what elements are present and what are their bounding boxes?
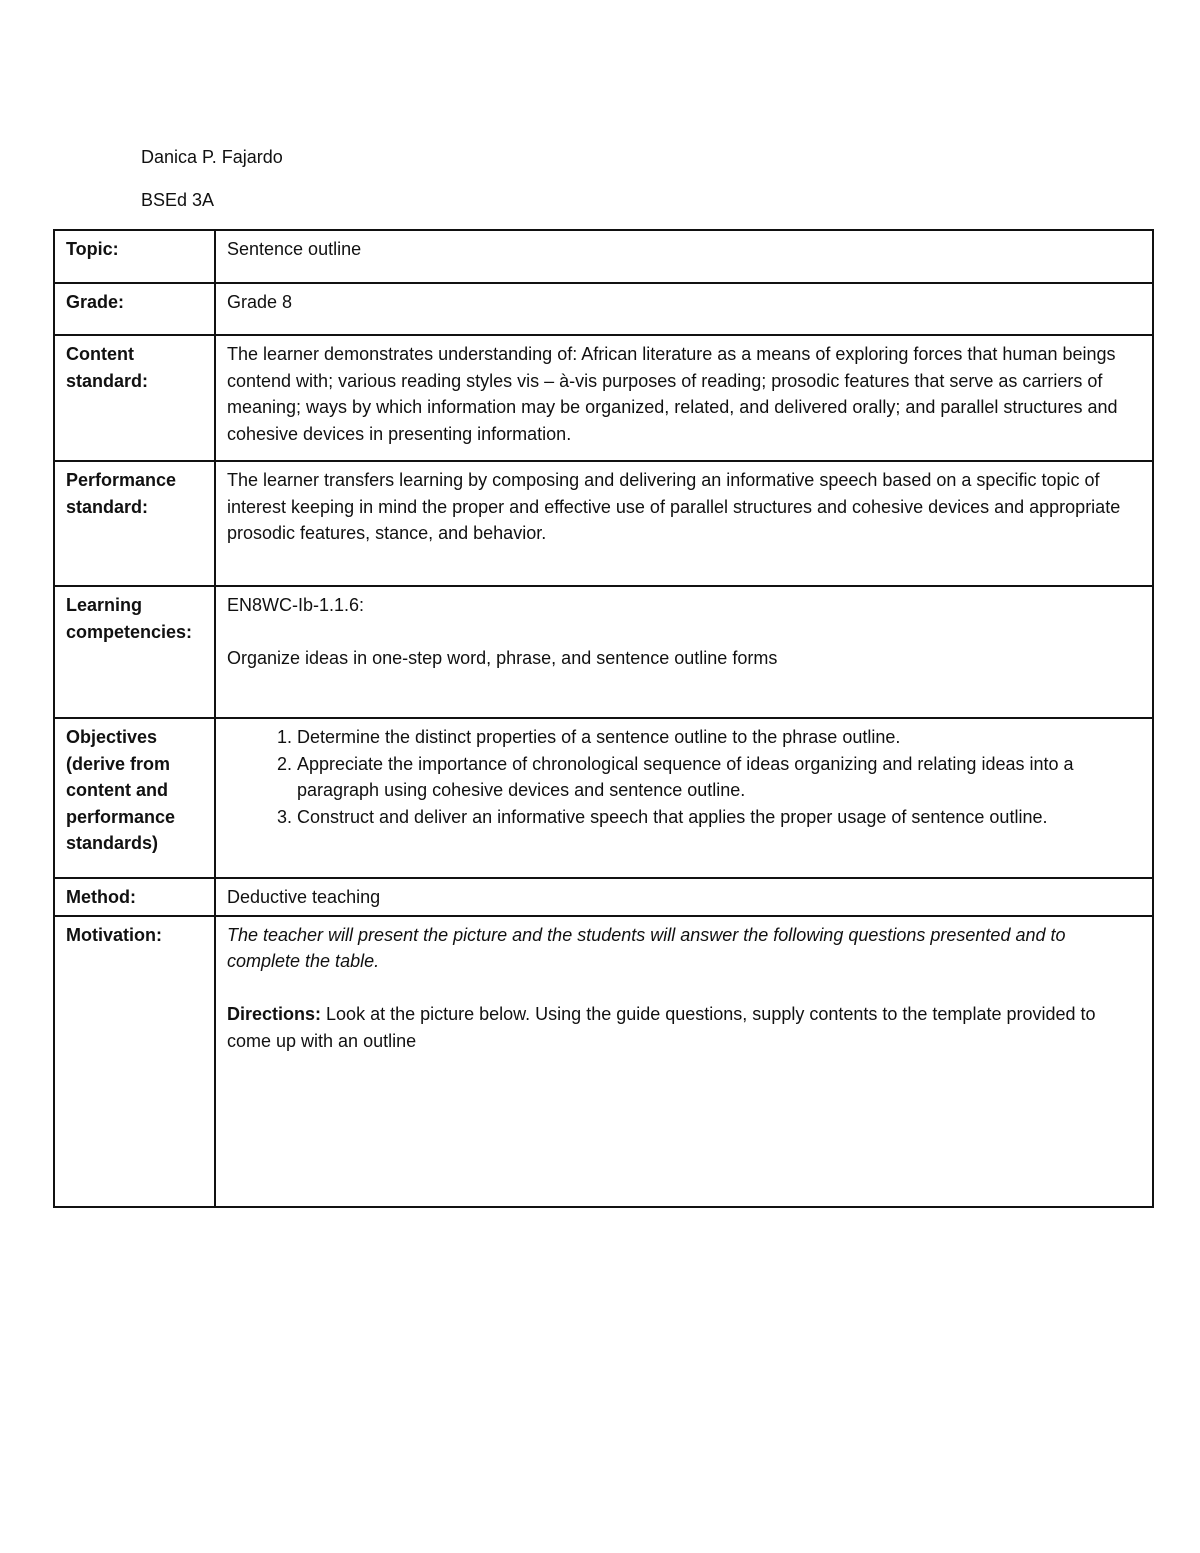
- motivation-cell: [215, 916, 1153, 1207]
- table-row-grade: [54, 283, 1153, 335]
- motivation-intro: The teacher will present the picture and the students will answer the following questions presented and to complete the table.: [227, 924, 1066, 971]
- motivation-directions: [227, 1001, 1142, 1054]
- topic-label: Topic:: [54, 230, 215, 283]
- content-standard-label: Content standard:: [54, 335, 215, 461]
- objectives-cell: [215, 718, 1153, 878]
- competency-text: Organize ideas in one-step word, phrase, and sentence outline forms: [227, 648, 778, 668]
- objective-item: 2. Appreciate the importance of chronological sequence of ideas organizing and relating ideas into a paragraph using cohesive devices and sentence outline.: [297, 751, 1142, 804]
- class-section: BSEd 3A: [141, 190, 215, 210]
- grade-value: Grade 8: [215, 283, 1153, 335]
- table-row-topic: [54, 230, 1153, 283]
- objective-item: 3. Construct and deliver an informative speech that applies the proper usage of sentence outline.: [297, 804, 1142, 831]
- table-row-objectives: [54, 718, 1153, 878]
- content-standard-value: The learner demonstrates understanding of: African literature as a means of exploring forces that human beings contend with; various reading styles vis – à-vis purposes of reading; prosodic features that serve as carriers of meaning; ways by which information may be organized, related, and delivered orally; and parallel structures and cohesive devices in presenting information.: [215, 335, 1153, 461]
- objective-item: 1. Determine the distinct properties of a sentence outline to the phrase outline.: [297, 724, 1142, 751]
- lesson-plan-table: [53, 229, 1154, 1208]
- competency-code: EN8WC-Ib-1.1.6:: [227, 595, 365, 615]
- directions-label: Directions:: [227, 1004, 322, 1024]
- table-row-content-standard: [54, 335, 1153, 461]
- learning-competencies-label: Learning competencies:: [54, 586, 215, 718]
- table-row-learning-competencies: [54, 586, 1153, 718]
- motivation-label: Motivation:: [54, 916, 215, 1207]
- learning-competencies-cell: [215, 586, 1153, 718]
- author-name: Danica P. Fajardo: [141, 147, 283, 167]
- directions-text: Look at the picture below. Using the guide questions, supply contents to the template provided to come up with an outline: [227, 1004, 1096, 1051]
- objectives-list: [227, 724, 1142, 830]
- objectives-label: Objectives (derive from content and performance standards): [54, 718, 215, 878]
- table-row-method: [54, 878, 1153, 916]
- performance-standard-value: The learner transfers learning by composing and delivering an informative speech based on a specific topic of interest keeping in mind the proper and effective use of parallel structures and cohesive devices and appropriate prosodic features, stance, and behavior.: [215, 461, 1153, 586]
- method-value: Deductive teaching: [215, 878, 1153, 916]
- table-row-motivation: [54, 916, 1153, 1207]
- table-row-performance-standard: [54, 461, 1153, 586]
- topic-value: Sentence outline: [215, 230, 1153, 283]
- method-label: Method:: [54, 878, 215, 916]
- performance-standard-label: Performance standard:: [54, 461, 215, 586]
- grade-label: Grade:: [54, 283, 215, 335]
